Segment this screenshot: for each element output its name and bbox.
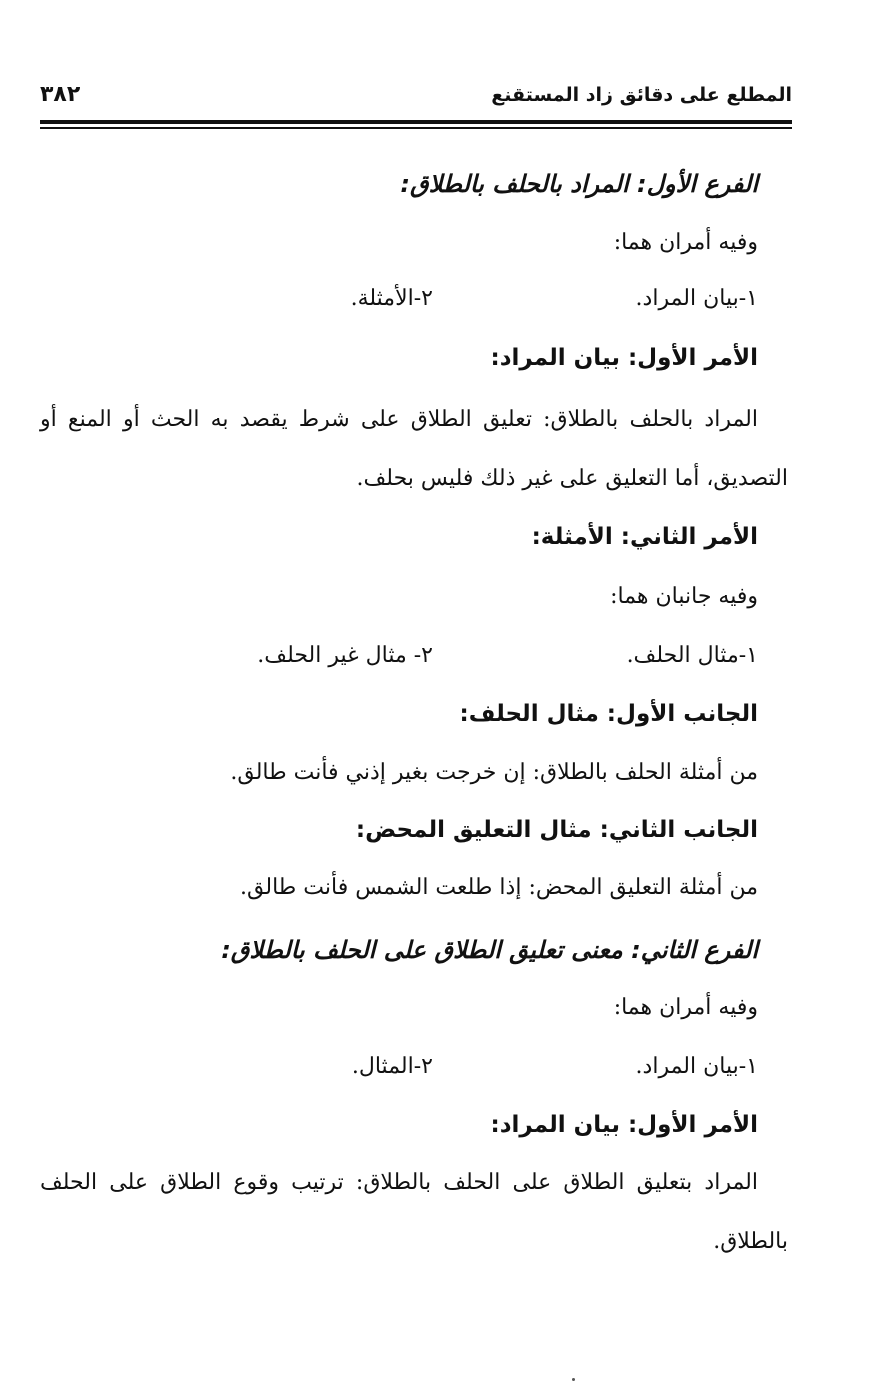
matter2-item-2: ٢- مثال غير الحلف.	[257, 643, 433, 668]
header-rule-thin	[40, 127, 792, 129]
section2-item-2: ٢-المثال.	[351, 1054, 433, 1079]
matter2-item-1: ١-مثال الحلف.	[626, 643, 758, 668]
page-number: ٣٨٢	[40, 82, 81, 107]
section2-intro: وفيه أمران هما:	[613, 995, 758, 1020]
section2-item-1: ١-بيان المراد.	[635, 1054, 758, 1079]
side2-text: من أمثلة التعليق المحض: إذا طلعت الشمس فأنت طالق.	[240, 875, 758, 900]
section1-item-1: ١-بيان المراد.	[635, 286, 758, 311]
side1-text: من أمثلة الحلف بالطلاق: إن خرجت بغير إذني فأنت طالق.	[230, 760, 758, 785]
scan-speck	[572, 1378, 575, 1381]
book-title: المطلع على دقائق زاد المستقنع	[491, 84, 792, 106]
matter2-intro: وفيه جانبان هما:	[610, 584, 758, 609]
running-header	[40, 82, 792, 116]
section2-matter1-text-line1: المراد بتعليق الطلاق على الحلف بالطلاق: ترتيب وقوع الطلاق على الحلف	[40, 1170, 758, 1195]
matter1-text-line2: التصديق، أما التعليق على غير ذلك فليس بحلف.	[356, 466, 788, 491]
section2-matter1-heading: الأمر الأول: بيان المراد:	[490, 1112, 758, 1138]
branch-heading-2: الفرع الثاني: معنى تعليق الطلاق على الحلف بالطلاق:	[221, 936, 758, 964]
section2-matter1-text-line2: بالطلاق.	[713, 1229, 788, 1254]
branch-heading-1: الفرع الأول: المراد بالحلف بالطلاق:	[400, 170, 758, 198]
matter1-text-line1: المراد بالحلف بالطلاق: تعليق الطلاق على شرط يقصد به الحث أو المنع أو	[40, 407, 758, 432]
section1-intro: وفيه أمران هما:	[613, 230, 758, 255]
matter2-heading: الأمر الثاني: الأمثلة:	[531, 524, 758, 550]
matter1-heading: الأمر الأول: بيان المراد:	[490, 345, 758, 371]
side1-heading: الجانب الأول: مثال الحلف:	[459, 701, 758, 727]
section1-item-2: ٢-الأمثلة.	[350, 286, 433, 311]
side2-heading: الجانب الثاني: مثال التعليق المحض:	[355, 817, 758, 843]
header-rule-thick	[40, 120, 792, 124]
